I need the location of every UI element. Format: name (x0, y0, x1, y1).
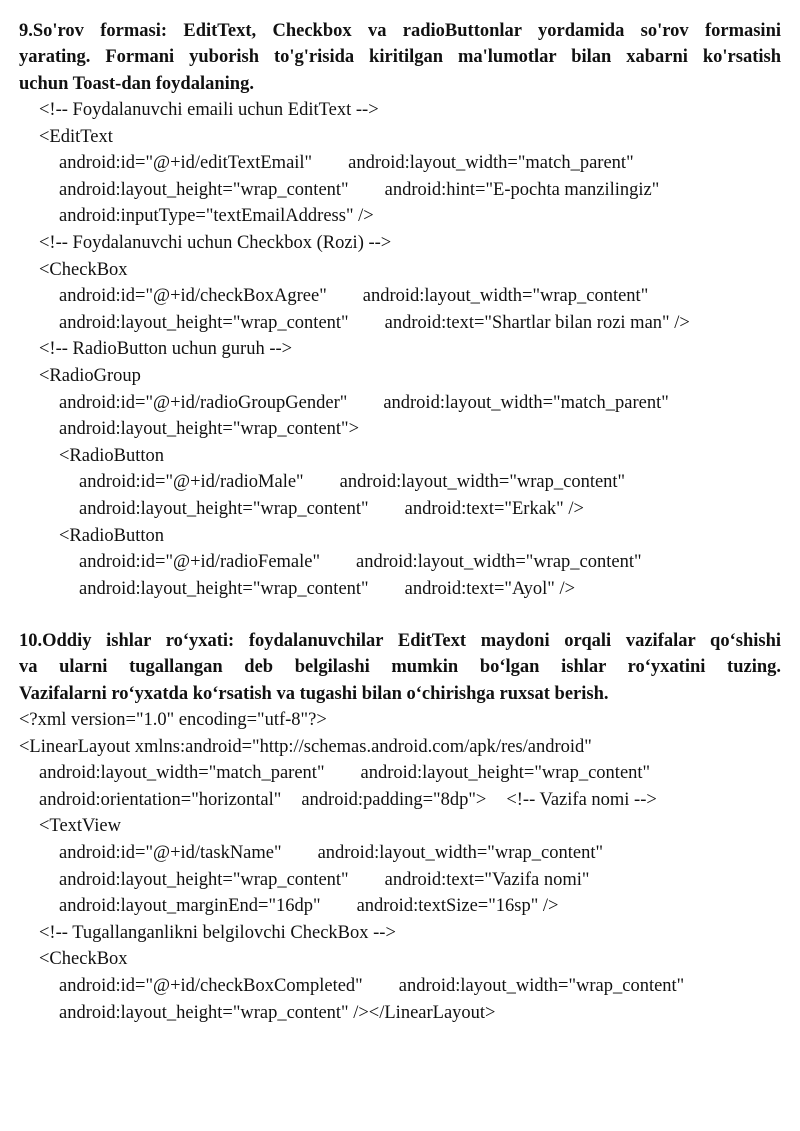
code-line (0, 576, 800, 603)
code-token: android:layout_height="wrap_content" (79, 498, 369, 519)
code-token: android:layout_width="wrap_content" (317, 842, 604, 863)
code-token: android:layout_width="match_parent" (348, 153, 634, 174)
code-token: android:id="@+id/editTextEmail" (59, 153, 313, 174)
code-token: <!-- Foydalanuvchi uchun Checkbox (Rozi) --> (39, 232, 392, 253)
code-token: android:layout_width="wrap_content" (339, 472, 626, 493)
code-token: <CheckBox (39, 259, 128, 280)
code-line (0, 97, 800, 124)
code-token: <RadioButton (59, 445, 164, 466)
code-line (0, 867, 800, 894)
code-token: android:text="Erkak" /> (404, 498, 584, 519)
code-token: android:id="@+id/radioGroupGender" (59, 392, 348, 413)
code-line (0, 1000, 800, 1027)
code-line (0, 973, 800, 1000)
code-line (0, 707, 800, 734)
code-line (0, 496, 800, 523)
code-token: android:text="Shartlar bilan rozi man" /> (384, 312, 690, 333)
code-line (0, 336, 800, 363)
code-token: android:layout_height="wrap_content" /></LinearLayout> (59, 1002, 496, 1023)
code-token: android:layout_height="wrap_content" (360, 763, 651, 784)
code-line (0, 760, 800, 787)
code-line (0, 283, 800, 310)
code-token: android:text="Vazifa nomi" (384, 869, 590, 890)
code-line (0, 390, 800, 417)
code-line (0, 469, 800, 496)
code-token: android:layout_marginEnd="16dp" (59, 896, 321, 917)
code-token: android:text="Ayol" /> (404, 578, 576, 599)
code-line (0, 177, 800, 204)
code-token: android:layout_height="wrap_content" (59, 869, 349, 890)
code-token: android:layout_width="wrap_content" (362, 286, 649, 307)
code-token: <!-- Tugallanganlikni belgilovchi CheckBox --> (39, 922, 396, 943)
section-9-code (0, 97, 800, 602)
code-token: <!-- Foydalanuvchi emaili uchun EditText --> (39, 100, 379, 120)
code-line (0, 920, 800, 947)
code-token: android:layout_height="wrap_content" (59, 312, 349, 333)
code-line (0, 310, 800, 337)
code-line (0, 416, 800, 443)
code-token: android:layout_height="wrap_content" (59, 179, 349, 200)
code-token: <CheckBox (39, 949, 128, 970)
code-line (0, 443, 800, 470)
heading-line: yarating. Formani yuborish to'g'risida kiritilgan ma'lumotlar bilan xabarni ko'rsatish (19, 47, 781, 68)
heading-line: va ularni tugallangan deb belgilashi mumkin bo‘lgan ishlar ro‘yxatini tuzing. (19, 657, 781, 678)
code-line (0, 946, 800, 973)
code-token: android:id="@+id/taskName" (59, 842, 282, 863)
heading-line: uchun Toast-dan foydalaning. (19, 73, 254, 94)
code-token: <TextView (39, 816, 122, 837)
code-token: <EditText (39, 126, 113, 147)
heading-line: 9.So'rov formasi: EditText, Checkbox va radioButtonlar yordamida so'rov formasini (19, 21, 781, 41)
code-token: android:id="@+id/checkBoxCompleted" (59, 975, 363, 996)
code-token: android:inputType="textEmailAddress" /> (59, 206, 374, 227)
code-token: android:layout_width="wrap_content" (356, 552, 642, 573)
code-line (0, 840, 800, 867)
code-line (0, 203, 800, 230)
code-token: android:padding="8dp"> (301, 789, 487, 810)
code-token: android:textSize="16sp" /> (356, 896, 559, 917)
section-10-heading (19, 628, 781, 707)
code-line (0, 549, 800, 576)
heading-line: Vazifalarni ro‘yxatda ko‘rsatish va tugashi bilan o‘chirishga ruxsat berish. (19, 683, 609, 704)
code-line (0, 257, 800, 284)
code-token: android:layout_width="match_parent" (39, 763, 325, 784)
heading-line: 10.Oddiy ishlar ro‘yxati: foydalanuvchilar EditText maydoni orqali vazifalar qo‘shishi (19, 631, 781, 651)
section-9-heading (19, 18, 781, 97)
code-line (0, 734, 800, 761)
code-line (0, 124, 800, 151)
section-10-code (0, 707, 800, 1026)
code-token: <!-- Vazifa nomi --> (506, 789, 657, 810)
code-token: android:id="@+id/radioFemale" (79, 552, 321, 573)
code-token: <?xml version="1.0" encoding="utf-8"?> (19, 710, 327, 730)
code-line (0, 893, 800, 920)
code-token: android:layout_width="match_parent" (383, 392, 669, 413)
code-line (0, 150, 800, 177)
code-token: android:id="@+id/checkBoxAgree" (59, 286, 327, 307)
code-token: <!-- RadioButton uchun guruh --> (39, 339, 293, 360)
code-line (0, 787, 800, 814)
code-line (0, 363, 800, 390)
code-line (0, 230, 800, 257)
code-token: <RadioButton (59, 525, 164, 546)
code-token: android:layout_height="wrap_content" (79, 578, 369, 599)
code-token: <RadioGroup (39, 365, 141, 386)
code-line (0, 523, 800, 550)
code-token: android:hint="E-pochta manzilingiz" (384, 179, 660, 200)
code-token: <LinearLayout xmlns:android="http://schemas.android.com/apk/res/android" (19, 736, 592, 757)
code-line (0, 813, 800, 840)
code-token: android:layout_width="wrap_content" (398, 975, 685, 996)
code-token: android:orientation="horizontal" (39, 789, 282, 810)
code-token: android:id="@+id/radioMale" (79, 472, 304, 493)
code-token: android:layout_height="wrap_content"> (59, 419, 360, 440)
